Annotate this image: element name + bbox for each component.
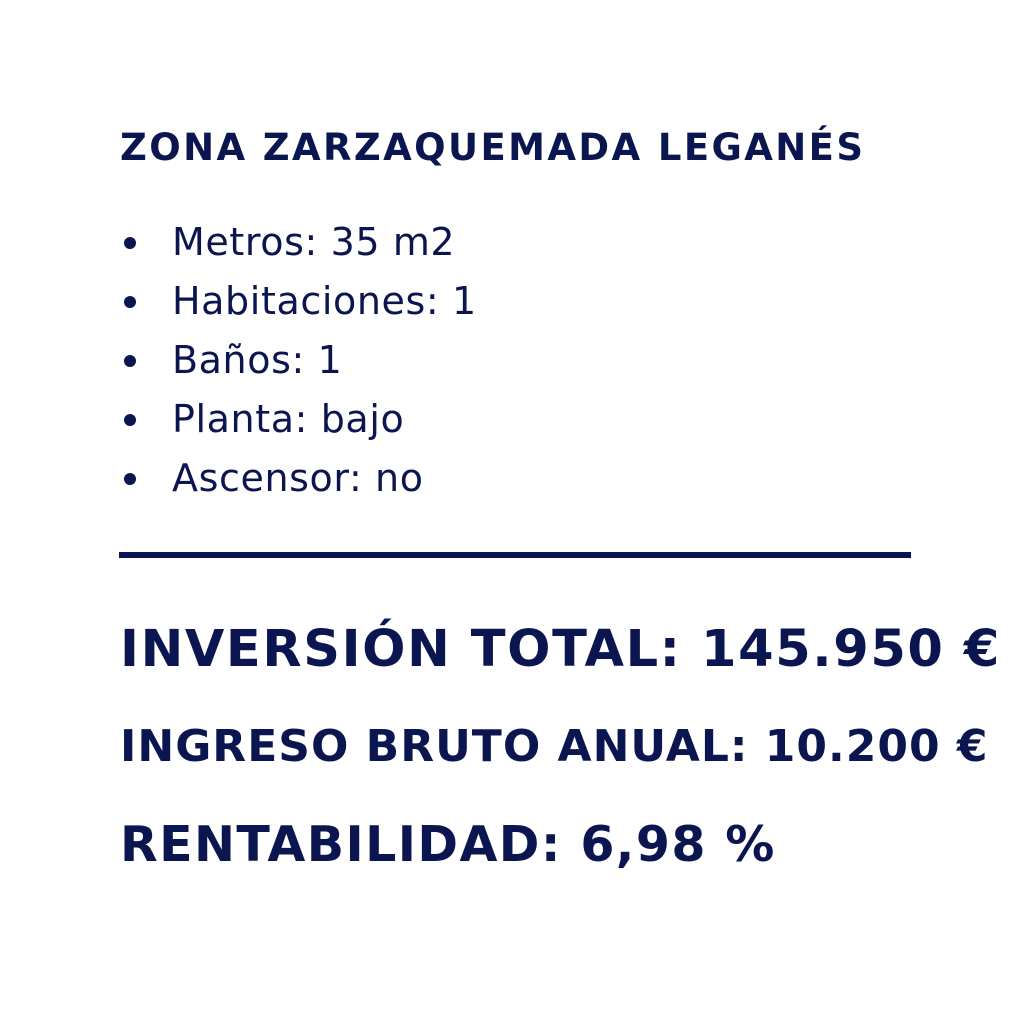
bullet-icon (124, 414, 136, 426)
feature-item-banos (120, 331, 477, 390)
feature-item-ascensor (120, 449, 477, 508)
feature-label-ascensor: Ascensor: no (172, 456, 424, 500)
feature-item-metros (120, 213, 477, 272)
bullet-icon (124, 473, 136, 485)
feature-label-metros: Metros: 35 m2 (172, 220, 456, 264)
bullet-icon (124, 355, 136, 367)
feature-label-banos: Baños: 1 (172, 338, 343, 382)
bullet-icon (124, 237, 136, 249)
zone-title: ZONA ZARZAQUEMADA LEGANÉS (120, 126, 866, 169)
feature-label-planta: Planta: bajo (172, 397, 405, 441)
total-investment: INVERSIÓN TOTAL: 145.950 € (120, 620, 1001, 679)
feature-item-habitaciones (120, 272, 477, 331)
profitability: RENTABILIDAD: 6,98 % (120, 816, 776, 873)
section-divider (119, 552, 911, 558)
bullet-icon (124, 296, 136, 308)
annual-gross-income: INGRESO BRUTO ANUAL: 10.200 € (120, 721, 989, 772)
feature-label-habitaciones: Habitaciones: 1 (172, 279, 477, 323)
features-list (120, 213, 477, 508)
feature-item-planta (120, 390, 477, 449)
